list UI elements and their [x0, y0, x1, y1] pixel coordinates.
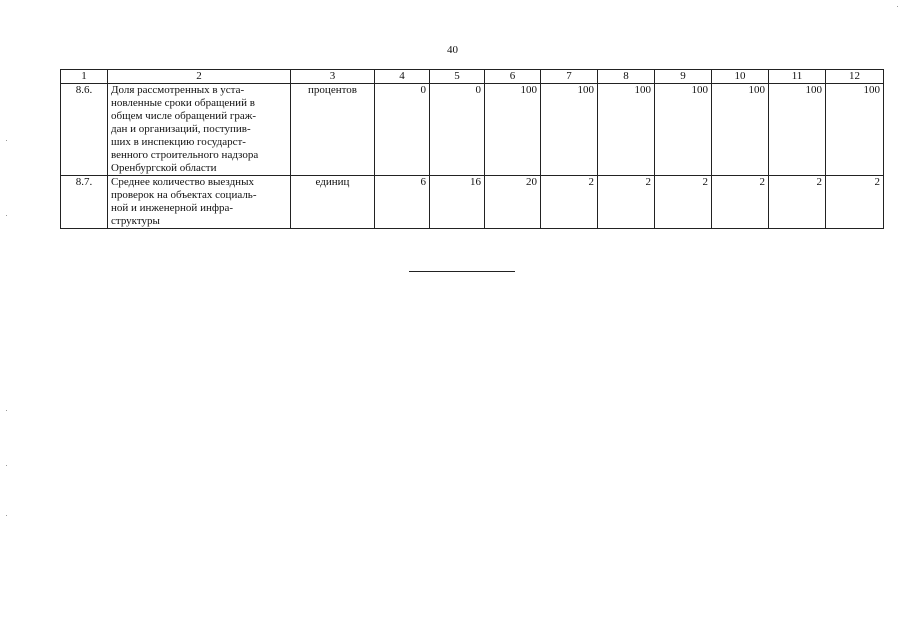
unit-of-measure: процентов: [291, 84, 375, 176]
closing-rule: [409, 271, 515, 272]
scan-speck: [6, 215, 7, 216]
column-number-header: 5: [430, 70, 485, 84]
column-number-header: 6: [485, 70, 541, 84]
table-row: [61, 176, 884, 229]
value-cell: 2: [541, 176, 598, 229]
value-cell: 100: [655, 84, 712, 176]
value-cell: 2: [598, 176, 655, 229]
unit-of-measure: единиц: [291, 176, 375, 229]
column-number-header: 11: [769, 70, 826, 84]
indicator-name-line: ной и инженерной инфра-: [111, 202, 234, 214]
indicator-name-line: проверок на объектах социаль-: [111, 189, 257, 201]
table-row: [61, 84, 884, 176]
value-cell: 2: [712, 176, 769, 229]
column-number-header: 1: [61, 70, 108, 84]
table-header-row: [61, 70, 884, 84]
indicator-name-line: новленные сроки обращений в: [111, 97, 255, 109]
value-cell: 0: [430, 84, 485, 176]
indicator-name: [108, 84, 291, 176]
indicator-name-line: Оренбургской области: [111, 162, 217, 174]
indicator-name-line: структуры: [111, 215, 160, 227]
row-code: 8.7.: [61, 176, 108, 229]
indicator-name-line: Среднее количество выездных: [111, 176, 254, 188]
column-number-header: 3: [291, 70, 375, 84]
scan-speck: [6, 140, 7, 141]
scan-speck: [897, 6, 898, 7]
value-cell: 100: [485, 84, 541, 176]
value-cell: 16: [430, 176, 485, 229]
scan-speck: [6, 515, 7, 516]
value-cell: 2: [769, 176, 826, 229]
indicator-name-line: общем числе обращений граж-: [111, 110, 256, 122]
value-cell: 6: [375, 176, 430, 229]
value-cell: 100: [541, 84, 598, 176]
page-number: 40: [447, 44, 458, 56]
indicator-name-line: венного строительного надзора: [111, 149, 259, 161]
value-cell: 20: [485, 176, 541, 229]
scan-speck: [6, 410, 7, 411]
value-cell: 100: [769, 84, 826, 176]
column-number-header: 2: [108, 70, 291, 84]
column-number-header: 4: [375, 70, 430, 84]
column-number-header: 10: [712, 70, 769, 84]
value-cell: 100: [712, 84, 769, 176]
indicator-name-line: Доля рассмотренных в уста-: [111, 84, 245, 96]
value-cell: 100: [598, 84, 655, 176]
value-cell: 2: [655, 176, 712, 229]
indicators-table: [60, 69, 884, 229]
value-cell: 0: [375, 84, 430, 176]
indicator-name: [108, 176, 291, 229]
column-number-header: 8: [598, 70, 655, 84]
column-number-header: 9: [655, 70, 712, 84]
column-number-header: 12: [826, 70, 884, 84]
indicator-name-line: ших в инспекцию государст-: [111, 136, 246, 148]
column-number-header: 7: [541, 70, 598, 84]
indicator-name-line: дан и организаций, поступив-: [111, 123, 251, 135]
value-cell: 100: [826, 84, 884, 176]
value-cell: 2: [826, 176, 884, 229]
scan-speck: [6, 465, 7, 466]
row-code: 8.6.: [61, 84, 108, 176]
